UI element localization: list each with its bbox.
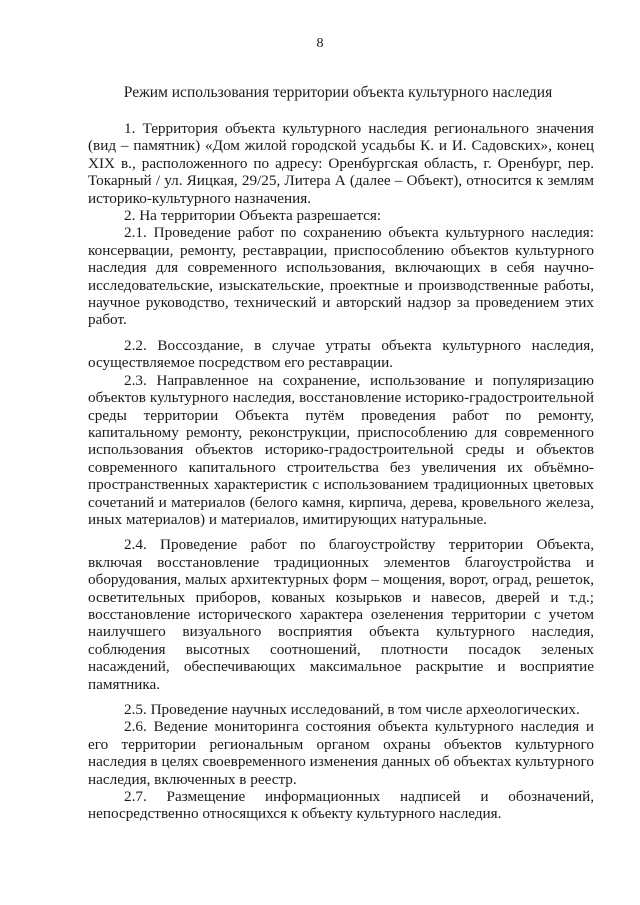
paragraph-2-7: 2.7. Размещение информационных надписей и обозначений, непосредственно относящихся к объекту культурного наследия. xyxy=(88,788,594,823)
paragraph-2: 2. На территории Объекта разрешается: xyxy=(124,207,382,225)
paragraph-2-1: 2.1. Проведение работ по сохранению объекта культурного наследия: консервации, ремонту, реставрации, приспособлению объектов культурного наследия для современного использования, включающих в себя научно-исследовательские, изыскательские, проектные и производственные работы, научное руководство, технический и авторский надзор за проведением этих работ. xyxy=(88,224,594,329)
paragraph-2-6: 2.6. Ведение мониторинга состояния объекта культурного наследия и его территории региональным органом охраны объектов культурного наследия в целях своевременного изменения данных об объектах культурного наследия, включенных в реестр. xyxy=(88,718,594,788)
document-body xyxy=(88,120,594,823)
page-number: 8 xyxy=(316,36,324,51)
paragraph-2-5: 2.5. Проведение научных исследований, в том числе археологических. xyxy=(124,701,580,718)
paragraph-1: 1. Территория объекта культурного наследия регионального значения (вид – памятник) «Дом жилой городской усадьбы К. и И. Садовских», конец XIX в., расположенного по адресу: Оренбургская область, г. Оренбург, пер. Токарный / ул. Яицкая, 29/25, Литера А (далее – Объект), относится к землям историко-культурного назначения. xyxy=(88,120,594,207)
paragraph-2-2: 2.2. Воссоздание, в случае утраты объекта культурного наследия, осуществляемое посредством его реставрации. xyxy=(88,336,594,372)
document-title: Режим использования территории объекта культурного наследия xyxy=(123,84,553,101)
paragraph-2-4: 2.4. Проведение работ по благоустройству территории Объекта, включая восстановление традиционных элементов благоустройства и оборудования, малых архитектурных форм – мощения, ворот, оград, решеток, осветительных приборов, кованых козырьков и навесов, дверей и т.д.; восстановление исторического характера озеленения территории с учетом наилучшего визуального восприятия объекта культурного наследия, соблюдения высотных соотношений, плотности посадок зеленых насаждений, обеспечивающих максимальное раскрытие и восприятие памятника. xyxy=(88,536,594,693)
paragraph-2-3: 2.3. Направленное на сохранение, использование и популяризацию объектов культурного наследия, восстановление историко-градостроительной среды территории Объекта путём проведения работ по ремонту, капитальному ремонту, реконструкции, приспособлению для современного использования объектов историко-градостроительной среды и объектов современного капитального строительства без увеличения их объёмно-пространственных характеристик с использованием традиционных цветовых сочетаний и материалов (белого камня, кирпича, дерева, кровельного железа, иных материалов) и материалов, имитирующих натуральные. xyxy=(88,371,594,528)
